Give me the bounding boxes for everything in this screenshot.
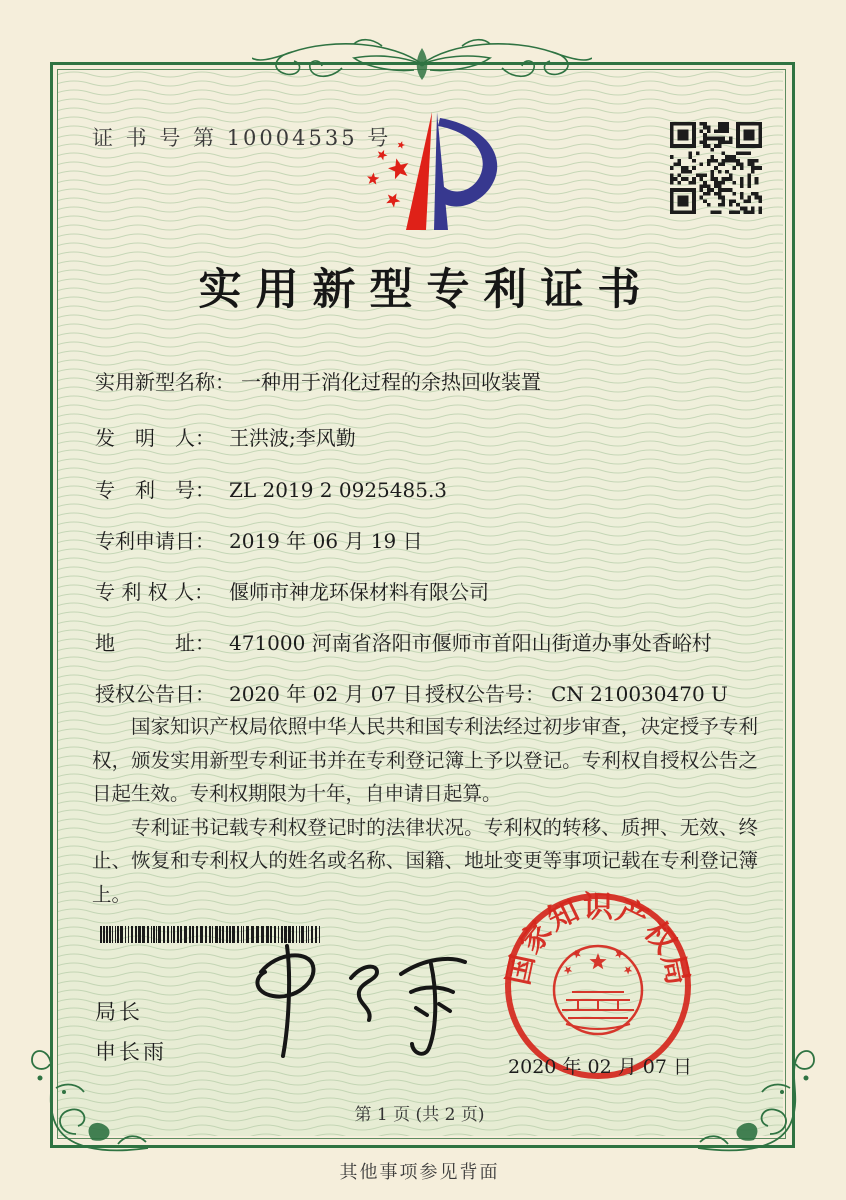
seal-agency-text <box>501 890 695 988</box>
field-filing-date <box>95 525 423 554</box>
top-flourish-ornament <box>252 28 592 90</box>
field-label: 地 址： <box>95 631 215 655</box>
certificate-title: 实用新型专利证书 <box>198 265 655 315</box>
field-label: 专利申请日： <box>95 529 215 553</box>
cnipa-logo-icon <box>342 104 522 238</box>
field-patent-number <box>95 474 447 503</box>
field-grant-number <box>425 678 728 707</box>
qr-code-icon <box>670 122 762 214</box>
svg-text:家: 家 <box>513 915 560 961</box>
field-patentee <box>95 576 489 605</box>
signer-name: 申长雨 <box>95 1040 167 1064</box>
field-value: ZL 2019 2 0925485.3 <box>229 478 448 502</box>
field-value: CN 210030470 U <box>551 682 728 706</box>
page-indicator: 第 1 页 (共 2 页) <box>354 1105 485 1125</box>
field-label: 授权公告日： <box>95 682 215 706</box>
back-side-note: 其他事项参见背面 <box>339 1162 500 1183</box>
svg-text:国: 国 <box>500 951 542 988</box>
field-label: 专 利 号： <box>95 478 215 502</box>
svg-text:权: 权 <box>636 915 683 961</box>
field-address <box>95 627 712 656</box>
signer-title: 局长 <box>95 1000 143 1024</box>
field-utility-model-name <box>95 366 541 395</box>
svg-text:识: 识 <box>583 890 613 925</box>
field-label: 发 明 人： <box>95 426 215 450</box>
director-signature <box>225 942 475 1064</box>
field-value: 2019 年 06 月 19 日 <box>229 529 423 553</box>
svg-text:知: 知 <box>542 893 585 938</box>
field-value: 一种用于消化过程的余热回收装置 <box>241 370 541 394</box>
field-value: 王洪波;李风勤 <box>229 426 356 450</box>
field-label: 专 利 权 人： <box>95 580 215 604</box>
field-label: 授权公告号： <box>425 682 545 706</box>
legal-paragraph-2: 专利证书记载专利权登记时的法律状况。专利权的转移、质押、无效、终止、恢复和专利权人的姓名或名称、国籍、地址变更等事项记载在专利登记簿上。 <box>92 815 758 906</box>
svg-text:局: 局 <box>654 951 696 988</box>
barcode-icon <box>100 926 324 943</box>
bottom-right-corner-ornament <box>694 1018 824 1158</box>
legal-paragraph-1: 国家知识产权局依照中华人民共和国专利法经过初步审查，决定授予专利权，颁发实用新型专利证书并在专利登记簿上予以登记。专利权自授权公告之日起生效。专利权期限为十年，自申请日起算。 <box>92 715 758 806</box>
field-value: 偃师市神龙环保材料有限公司 <box>229 580 489 604</box>
field-inventors <box>95 422 356 451</box>
field-value: 2020 年 02 月 07 日 <box>229 682 423 706</box>
field-grant-date <box>95 678 423 707</box>
seal-date: 2020 年 02 月 07 日 <box>508 1056 692 1078</box>
certificate-number: 证 书 号 第 10004535 号 <box>92 126 392 150</box>
field-label: 实用新型名称： <box>95 370 235 394</box>
svg-text:产: 产 <box>611 893 654 938</box>
legal-text-block <box>92 710 758 911</box>
field-value: 471000 河南省洛阳市偃师市首阳山街道办事处香峪村 <box>229 631 712 655</box>
